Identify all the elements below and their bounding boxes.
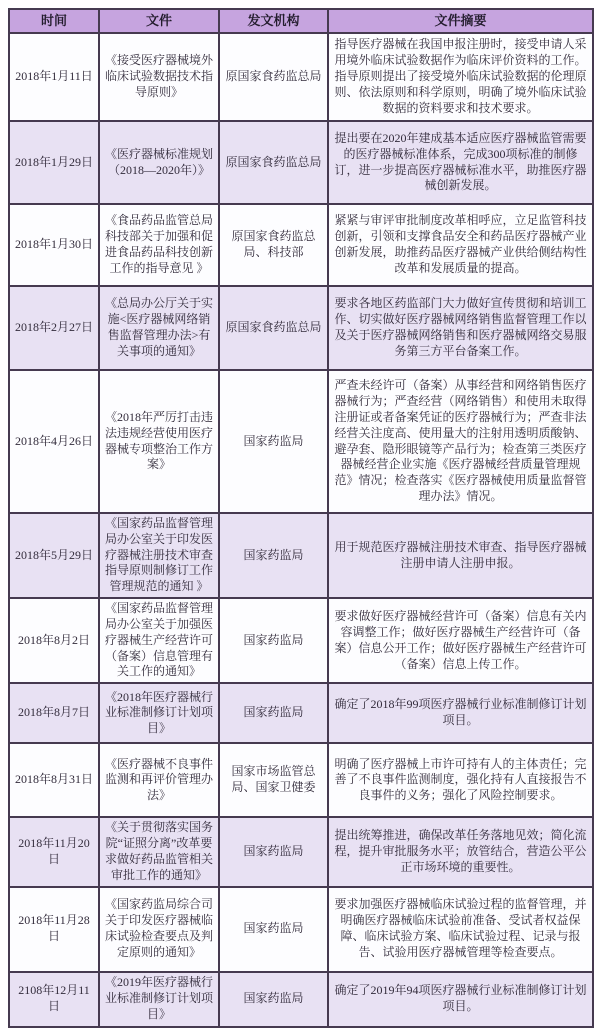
org-cell: 国家药监局: [219, 972, 328, 1027]
date-cell: 2018年1月30日: [9, 204, 99, 286]
date-cell: 2018年5月29日: [9, 513, 99, 598]
date-cell: 2018年11月20日: [9, 817, 99, 886]
doc-cell: 《医疗器械不良事件监测和再评价管理办法》: [99, 743, 219, 817]
date-cell: 2018年1月11日: [9, 33, 99, 121]
table-row: [9, 286, 593, 370]
summary-cell: 明确了医疗器械上市许可持有人的主体责任；完善了不良事件监测制度，强化持有人直接报告不良事件的义务；强化了风险控制要求。: [328, 743, 593, 817]
summary-cell: 提出要在2020年建成基本适应医疗器械监管需要的医疗器械标准体系，完成300项标准的制修订，进一步提高医疗器械标准水平，助推医疗器械创新发展。: [328, 121, 593, 204]
summary-cell: 指导医疗器械在我国申报注册时，接受申请人采用境外临床试验数据作为临床评价资料的工作。指导原则提出了接受境外临床试验数据的伦理原则、依法原则和科学原则，明确了境外临床试验数据的资料要求和技术要求。: [328, 33, 593, 121]
doc-cell: 《国家药品监督管理局办公室关于加强医疗器械生产经营许可（备案）信息管理有关工作的通知》: [99, 598, 219, 683]
summary-cell: 紧紧与审评审批制度改革相呼应，立足监管科技创新，引领和支撑食品安全和药品医疗器械产业创新发展，助推药品医疗器械产业供给侧结构性改革和发展质量的提高。: [328, 204, 593, 286]
org-cell: 国家药监局: [219, 887, 328, 972]
table-row: [9, 33, 593, 121]
header-summary: 文件摘要: [328, 9, 593, 33]
doc-cell: 《医疗器械标准规划（2018—2020年）》: [99, 121, 219, 204]
summary-cell: 确定了2019年94项医疗器械行业标准制修订计划项目。: [328, 972, 593, 1027]
table-row: [9, 370, 593, 513]
doc-cell: 《总局办公厅关于实施<医疗器械网络销售监督管理办法>有关事项的通知》: [99, 286, 219, 370]
summary-cell: 要求各地区药监部门大力做好宣传贯彻和培训工作、切实做好医疗器械网络销售监督管理工作以及关于医疗器械网络销售和医疗器械网络交易服务第三方平台备案工作。: [328, 286, 593, 370]
summary-cell: 严查未经许可（备案）从事经营和网络销售医疗器械行为；严查经营（网络销售）和使用未取得注册证或者备案凭证的医疗器械行为；严查非法经营关注度高、使用量大的注射用透明质酸钠、避孕套、隐形眼镜等产品行为；检查第三类医疗器械经营企业实施《医疗器械经营质量管理规范》情况；检查落实《医疗器械使用质量监督管理办法》情况。: [328, 370, 593, 513]
table-row: [9, 204, 593, 286]
date-cell: 2018年8月2日: [9, 598, 99, 683]
header-doc: 文件: [99, 9, 219, 33]
policy-table: [8, 8, 594, 1028]
date-cell: 2018年8月7日: [9, 683, 99, 743]
summary-cell: 确定了2018年99项医疗器械行业标准制修订计划项目。: [328, 683, 593, 743]
org-cell: 国家药监局: [219, 513, 328, 598]
table-row: [9, 887, 593, 972]
header-org: 发文机构: [219, 9, 328, 33]
table-row: [9, 683, 593, 743]
doc-cell: 《2019年医疗器械行业标准制修订计划项目》: [99, 972, 219, 1027]
date-cell: 2018年11月28日: [9, 887, 99, 972]
org-cell: 国家市场监管总局、国家卫健委: [219, 743, 328, 817]
header-row: [9, 9, 593, 33]
org-cell: 国家药监局: [219, 598, 328, 683]
doc-cell: 《国家药监局综合司关于印发医疗器械临床试验检查要点及判定原则的通知》: [99, 887, 219, 972]
doc-cell: 《2018年严厉打击违法违规经营使用医疗器械专项整治工作方案》: [99, 370, 219, 513]
date-cell: 2018年8月31日: [9, 743, 99, 817]
org-cell: 国家药监局: [219, 817, 328, 886]
summary-cell: 要求加强医疗器械临床试验过程的监督管理，并明确医疗器械临床试验前准备、受试者权益保障、临床试验方案、临床试验过程、记录与报告、试验用医疗器械管理等检查要点。: [328, 887, 593, 972]
doc-cell: 《接受医疗器械境外临床试验数据技术指导原则》: [99, 33, 219, 121]
org-cell: 原国家食药监总局、科技部: [219, 204, 328, 286]
doc-cell: 《食品药品监管总局科技部关于加强和促进食品药品科技创新工作的指导意见 》: [99, 204, 219, 286]
table-row: [9, 972, 593, 1027]
org-cell: 原国家食药监总局: [219, 33, 328, 121]
doc-cell: 《国家药品监督管理局办公室关于印发医疗器械注册技术审查指导原则制修订工作管理规范的通知 》: [99, 513, 219, 598]
table-row: [9, 121, 593, 204]
date-cell: 2018年4月26日: [9, 370, 99, 513]
summary-cell: 用于规范医疗器械注册技术审查、指导医疗器械注册申请人注册申报。: [328, 513, 593, 598]
summary-cell: 提出统筹推进，确保改革任务落地见效；简化流程，提升审批服务水平；放管结合，营造公平公正市场环境的重要性。: [328, 817, 593, 886]
doc-cell: 《关于贯彻落实国务院“证照分离”改革要求做好药品监管相关审批工作的通知》: [99, 817, 219, 886]
table-row: [9, 817, 593, 886]
date-cell: 2018年2月27日: [9, 286, 99, 370]
org-cell: 原国家食药监总局: [219, 286, 328, 370]
date-cell: 2108年12月11日: [9, 972, 99, 1027]
header-time: 时间: [9, 9, 99, 33]
table-row: [9, 598, 593, 683]
org-cell: 国家药监局: [219, 370, 328, 513]
table-row: [9, 513, 593, 598]
doc-cell: 《2018年医疗器械行业标准制修订计划项目》: [99, 683, 219, 743]
org-cell: 原国家食药监总局: [219, 121, 328, 204]
date-cell: 2018年1月29日: [9, 121, 99, 204]
org-cell: 国家药监局: [219, 683, 328, 743]
table-row: [9, 743, 593, 817]
summary-cell: 要求做好医疗器械经营许可（备案）信息有关内容调整工作；做好医疗器械生产经营许可（备案）信息公开工作；做好医疗器械生产经营许可（备案）信息上传工作。: [328, 598, 593, 683]
